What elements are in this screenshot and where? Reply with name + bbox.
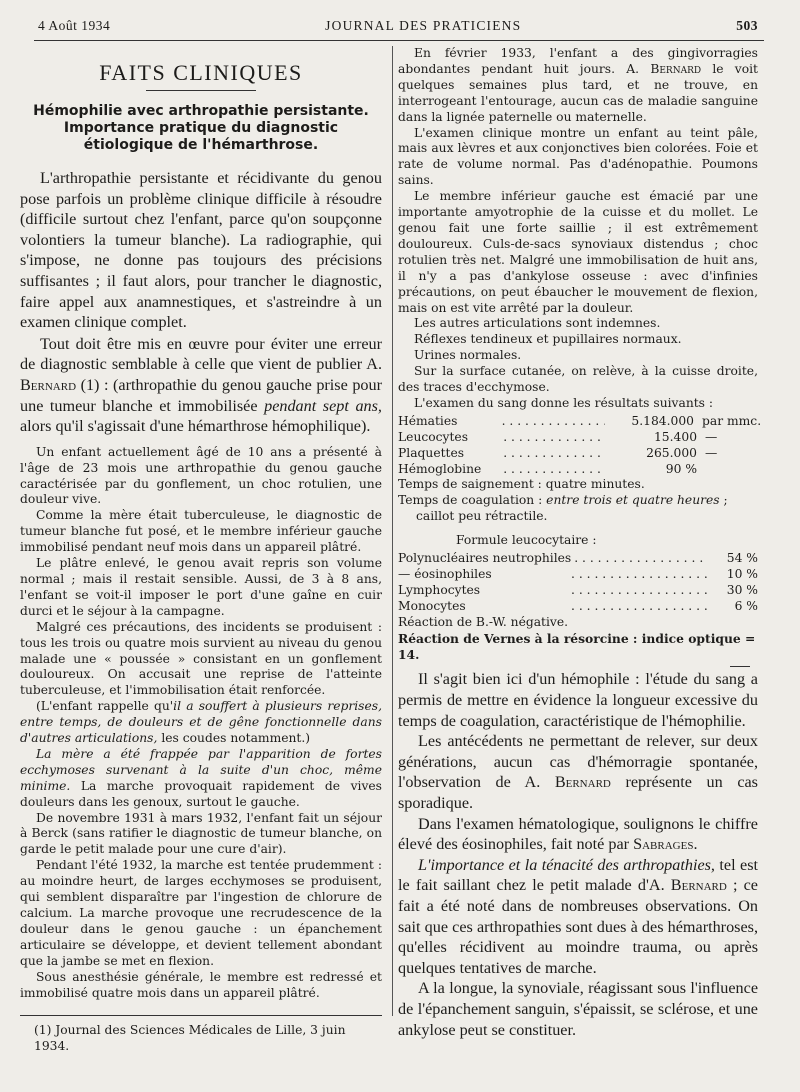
discussion bbox=[398, 669, 758, 1040]
coagulation-time: Temps de coagulation : entre trois et quatre heures ; bbox=[398, 493, 728, 508]
case-paragraph: Les autres articulations sont indemnes. bbox=[414, 316, 661, 331]
case-paragraph: L'examen clinique montre un enfant au teint pâle, mais aux lèvres et aux conjonctives bien colorées. Foie et rate de volume normal. Pas d'adénopathie. Poumons sains. bbox=[398, 125, 758, 188]
case-paragraph: Pendant l'été 1932, la marche est tentée prudemment : au moindre heurt, de larges ecchymoses se produisent, qui semblent disparaître par l'ingestion de chlorure de calcium. La marche provoque une recrudescence de la douleur dans le genou gauche : un épanchement articulaire se développe, et devient tellement abondant que la jambe se met en flexion. bbox=[20, 858, 382, 968]
journal-title: JOURNAL DES PRATICIENS bbox=[325, 18, 522, 33]
article-title-line: Importance pratique du diagnostic bbox=[63, 120, 339, 136]
discussion-paragraph: Il s'agit bien ici d'un hémophile : l'étude du sang a permis de mettre en évidence la longueur excessive du temps de coagulation, caractéristique de l'hémophilie. bbox=[398, 670, 758, 730]
case-paragraph: En février 1933, l'enfant a des gingivorragies abondantes pendant huit jours. A. Bernard le voit quelques semaines plus tard, et ne trouve, en interrogeant l'entourage, aucun cas de maladie sanguine dans la lignée paternelle ou maternelle. bbox=[398, 46, 758, 124]
author-name: Bernard bbox=[20, 375, 77, 394]
author-name: Bernard bbox=[554, 773, 611, 792]
discussion-paragraph: L'importance et la ténacité des arthropathies, tel est le fait saillant chez le petit malade d'A. Bernard ; ce fait a été noté dans de nombreuses observations. On sait que ces arthropathies sont dues à des hémarthroses, qu'elles récidivent au moindre trauma, ou après quelques tentatives de marche. bbox=[398, 855, 758, 977]
case-paragraph: Sous anesthésie générale, le membre est redressé et immobilisé quatre mois dans un appareil plâtré. bbox=[20, 969, 382, 1000]
case-paragraph: Malgré ces précautions, des incidents se produisent : tous les trois ou quatre mois survient au niveau du genou malade une « poussée » consistant en un gonflement douloureux. On accusait une reprise de l'atteinte tuberculeuse, et l'immobilisation était renforcée. bbox=[20, 619, 382, 698]
formula-row: — éosinophiles . . . 10 % bbox=[398, 567, 758, 583]
discussion-paragraph: Les antécédents ne permettant de relever, sur deux générations, aucun cas d'hémorragie spontanée, l'observation de A. Bernard représente un cas sporadique. bbox=[398, 732, 758, 812]
case-report-left bbox=[20, 445, 382, 1002]
case-paragraph: Comme la mère était tuberculeuse, le diagnostic de tumeur blanche fut posé, et le membre inférieur gauche immobilisé pendant neuf mois dans un appareil plâtré. bbox=[20, 508, 382, 555]
clot-note: caillot peu rétractile. bbox=[416, 509, 548, 524]
section-title-rule bbox=[146, 90, 256, 91]
formula-row: Lymphocytes . . . 30 % bbox=[398, 583, 758, 599]
case-paragraph: Le plâtre enlevé, le genou avait repris son volume normal ; mais il restait sensible. Aussi, de 3 à 8 ans, l'enfant se voit-il imposer le port d'une gaîne en cuir durci et le séjour à la campagne. bbox=[20, 556, 382, 618]
bleeding-time: Temps de saignement : quatre minutes. bbox=[398, 477, 645, 492]
page-number: 503 bbox=[736, 18, 758, 33]
leukocyte-formula bbox=[398, 551, 758, 615]
blood-results bbox=[398, 413, 762, 478]
case-paragraph: Un enfant actuellement âgé de 10 ans a présenté à l'âge de 23 mois une arthropathie du genou gauche caractérisée par du gonflement, un choc rotulien, une douleur vive. bbox=[20, 444, 382, 507]
footnote: (1) Journal des Sciences Médicales de Lille, 3 juin 1934. bbox=[34, 1023, 346, 1054]
lead-paragraph: L'arthropathie persistante et récidivante du genou pose parfois un problème clinique difficile à résoudre (difficile surtout chez l'enfant, parce qu'on soupçonne volontiers la tumeur blanche). La radiographie, qui s'impose, ne donne pas toujours des précisions suffisantes ; il faut alors, pour trancher le diagnostic, faire appel aux anamnestiques, et s'astreindre à un examen clinique complet. bbox=[20, 169, 382, 332]
author-name: Sabrages bbox=[633, 835, 694, 854]
case-paragraph: Sur la surface cutanée, on relève, à la cuisse droite, des traces d'ecchymose. bbox=[398, 364, 758, 395]
article-title-line: Hémophilie avec arthropathie persistante. bbox=[33, 103, 369, 119]
right-column bbox=[398, 46, 762, 1040]
column-divider bbox=[392, 46, 393, 1016]
left-column bbox=[20, 46, 382, 1054]
formula-title: Formule leucocytaire : bbox=[456, 533, 597, 548]
blood-row: Hématies . . . 5.184.000 par mmc. bbox=[398, 414, 758, 430]
blood-row: Hémoglobine . . . 90 % bbox=[398, 462, 758, 478]
lead-paragraph: Tout doit être mis en œuvre pour éviter une erreur de diagnostic semblable à celle que vient de publier A. Bernard (1) : (arthropathie du genou gauche prise pour une tumeur blanche et immobilisée pendant sept ans, alors qu'il s'agissait d'une hémarthrose hémophilique). bbox=[20, 334, 382, 436]
case-paragraph: De novembre 1931 à mars 1932, l'enfant fait un séjour à Berck (sans ratifier le diagnostic de tumeur blanche, on garde le petit malade pour une cure d'air). bbox=[20, 810, 382, 857]
short-rule bbox=[730, 666, 750, 667]
case-paragraph: Réflexes tendineux et pupillaires normaux. bbox=[414, 332, 682, 347]
formula-row: Monocytes . . . 6 % bbox=[398, 599, 758, 615]
case-paragraph: Le membre inférieur gauche est émacié par une importante amyotrophie de la cuisse et du mollet. Le genou fait une forte saillie ; il est extrêmement douloureux. Culs-de-sacs synoviaux distendus ; choc rotulien très net. Malgré une immobilisation de huit ans, il n'y a pas d'ankylose osseuse : avec d'infinies précautions, on peut ébaucher le mouvement de flexion, mais on est vite arrêté par la douleur. bbox=[398, 189, 758, 315]
issue-date: 4 Août 1934 bbox=[38, 18, 111, 33]
lead-text bbox=[20, 168, 382, 437]
formula-row: Polynucléaires neutrophiles . . . 54 % bbox=[398, 551, 758, 567]
case-paragraph: L'examen du sang donne les résultats suivants : bbox=[414, 395, 714, 410]
discussion-paragraph: A la longue, la synoviale, réagissant sous l'influence de l'épanchement sanguin, s'épaissit, se sclérose, et une ankylose peut se constituer. bbox=[398, 979, 758, 1039]
article-title-line: étiologique de l'hémarthrose. bbox=[83, 137, 319, 153]
article-title bbox=[20, 103, 382, 154]
case-paragraph: Urines normales. bbox=[414, 348, 522, 363]
case-report-right bbox=[398, 46, 758, 412]
emphasis: pendant sept ans, bbox=[264, 396, 382, 415]
discussion-paragraph: Dans l'examen hématologique, soulignons le chiffre élevé des éosinophiles, fait noté par Sabrages. bbox=[398, 814, 758, 854]
footnote-rule bbox=[20, 1015, 382, 1016]
running-head bbox=[38, 14, 758, 38]
case-paragraph: (L'enfant rappelle qu'il a souffert à plusieurs reprises, entre temps, de douleurs et de gêne fonctionnelle dans d'autres articulations, les coudes notamment.) bbox=[20, 699, 382, 746]
case-paragraph: La mère a été frappée par l'apparition de fortes ecchymoses survenant à la suite d'un choc, même minime. La marche provoquait rapidement de vives douleurs dans les genoux, surtout le gauche. bbox=[20, 746, 382, 809]
author-name: Bernard bbox=[650, 61, 702, 76]
bw-reaction: Réaction de B.-W. négative. bbox=[398, 614, 569, 629]
blood-row: Plaquettes . . . 265.000 — bbox=[398, 446, 758, 462]
author-name: Bernard bbox=[670, 876, 727, 895]
blood-row: Leucocytes . . . 15.400 — bbox=[398, 430, 758, 446]
vernes-reaction: Réaction de Vernes à la résorcine : indice optique = 14. bbox=[398, 630, 756, 662]
header-rule bbox=[34, 40, 764, 41]
section-title: FAITS CLINIQUES bbox=[99, 60, 303, 85]
